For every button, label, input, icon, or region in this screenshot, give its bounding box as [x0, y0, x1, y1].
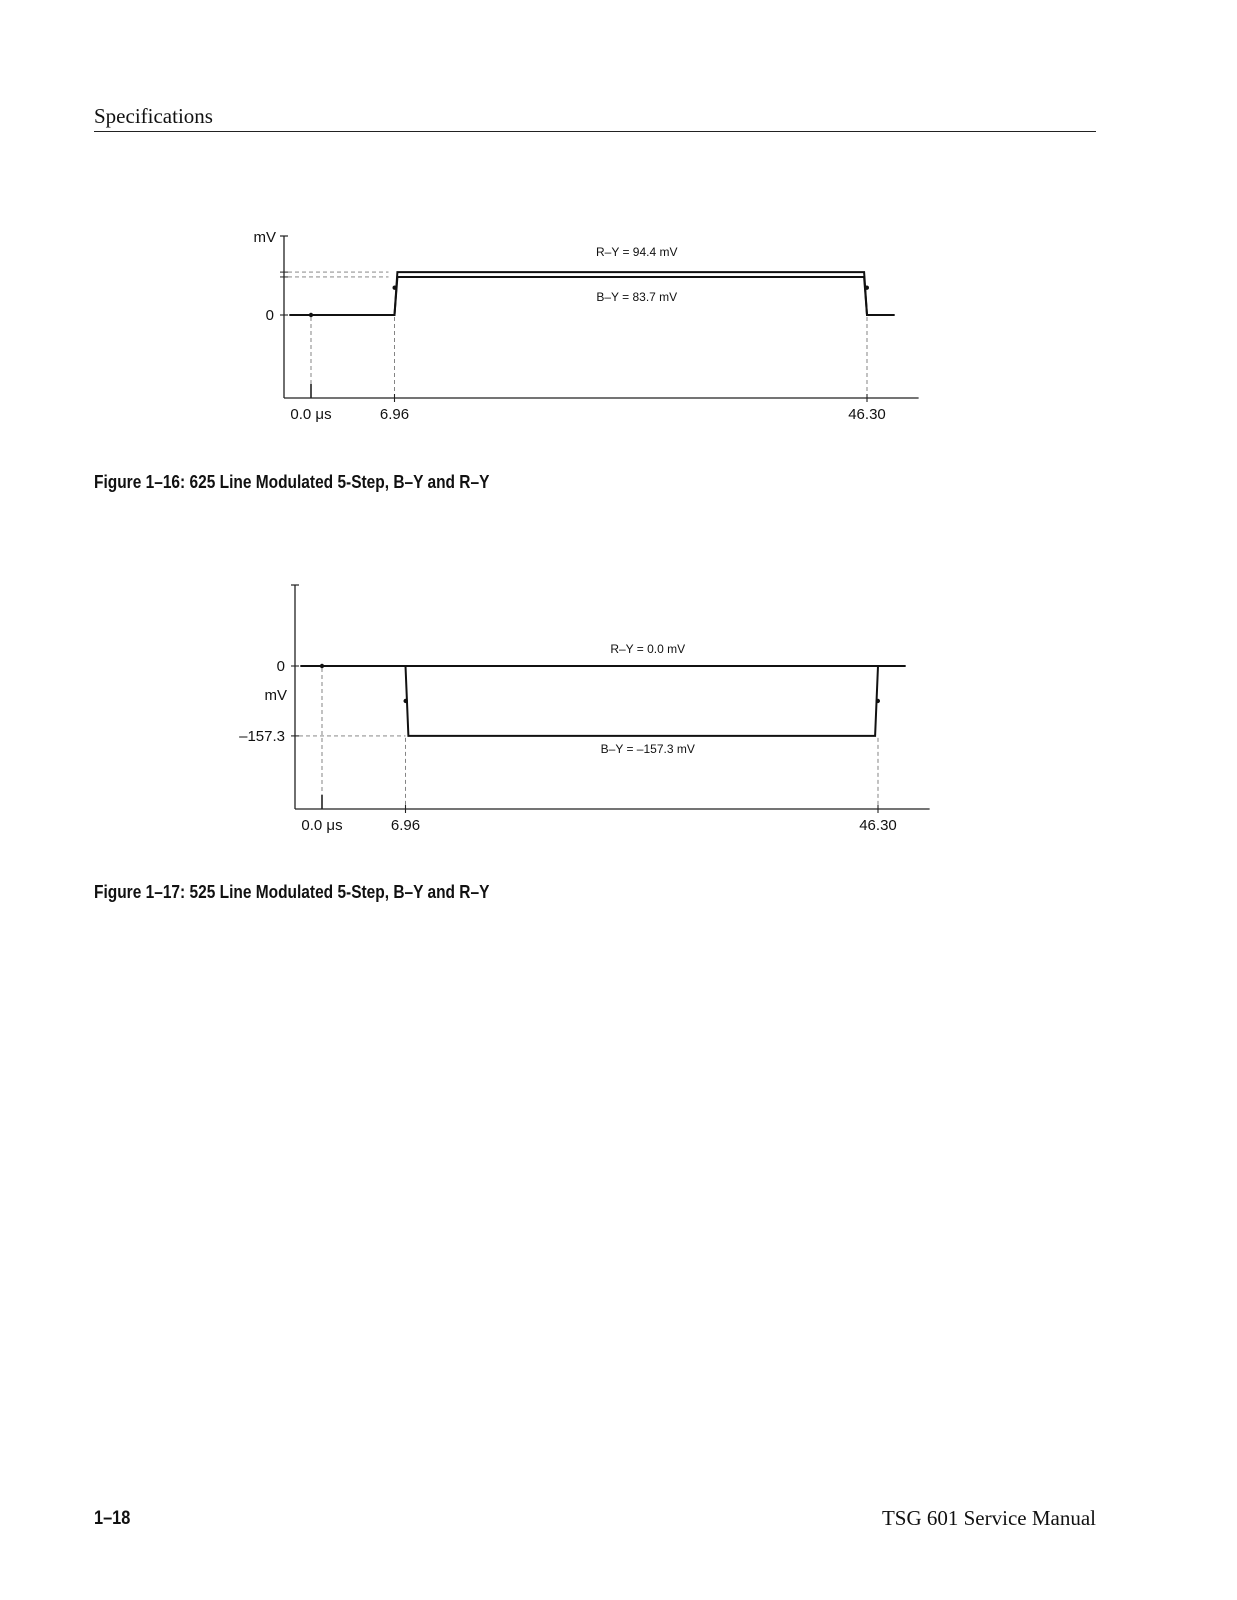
x-tick-label: 6.96 [390, 817, 421, 834]
marker-dot [876, 699, 880, 703]
series-line-by [300, 666, 905, 736]
marker-dot [404, 699, 408, 703]
running-header: Specifications [94, 104, 213, 128]
marker-dot [865, 286, 869, 290]
x-tick-label: 46.30 [848, 406, 886, 423]
chart-2-svg [0, 580, 1237, 850]
chart-1-svg [0, 220, 1237, 435]
manual-title: TSG 601 Service Manual [881, 1506, 1096, 1530]
x-tick-label: 46.30 [859, 817, 897, 834]
y-tick-label: 0 [265, 307, 274, 324]
marker-dot [393, 286, 397, 290]
series-annotation: R–Y = 94.4 mV [596, 245, 678, 260]
y-tick-label: 0 [276, 658, 285, 675]
figure-1-17-chart [0, 580, 1237, 850]
header-rule [94, 131, 1096, 132]
marker-dot [309, 313, 313, 317]
x-tick-label: 0.0 μs [301, 817, 343, 834]
x-tick-label: 6.96 [379, 406, 410, 423]
series-line-by [289, 277, 894, 315]
figure-1-17-caption: Figure 1–17: 525 Line Modulated 5-Step, B–Y and R–Y [94, 882, 490, 902]
figure-1-16-caption: Figure 1–16: 625 Line Modulated 5-Step, B–Y and R–Y [94, 472, 490, 492]
marker-dot [320, 664, 324, 668]
series-annotation: B–Y = –157.3 mV [600, 741, 695, 756]
series-annotation: R–Y = 0.0 mV [610, 642, 686, 656]
figure-1-16-chart [0, 220, 1237, 435]
y-tick-label: –157.3 [239, 727, 285, 745]
y-axis-unit-label: mV [253, 229, 276, 246]
series-annotation: B–Y = 83.7 mV [596, 289, 678, 304]
page-number: 1–18 [94, 1508, 131, 1529]
x-tick-label: 0.0 μs [290, 406, 332, 423]
y-axis-unit-label: mV [264, 687, 287, 704]
series-line-ry [289, 272, 894, 315]
